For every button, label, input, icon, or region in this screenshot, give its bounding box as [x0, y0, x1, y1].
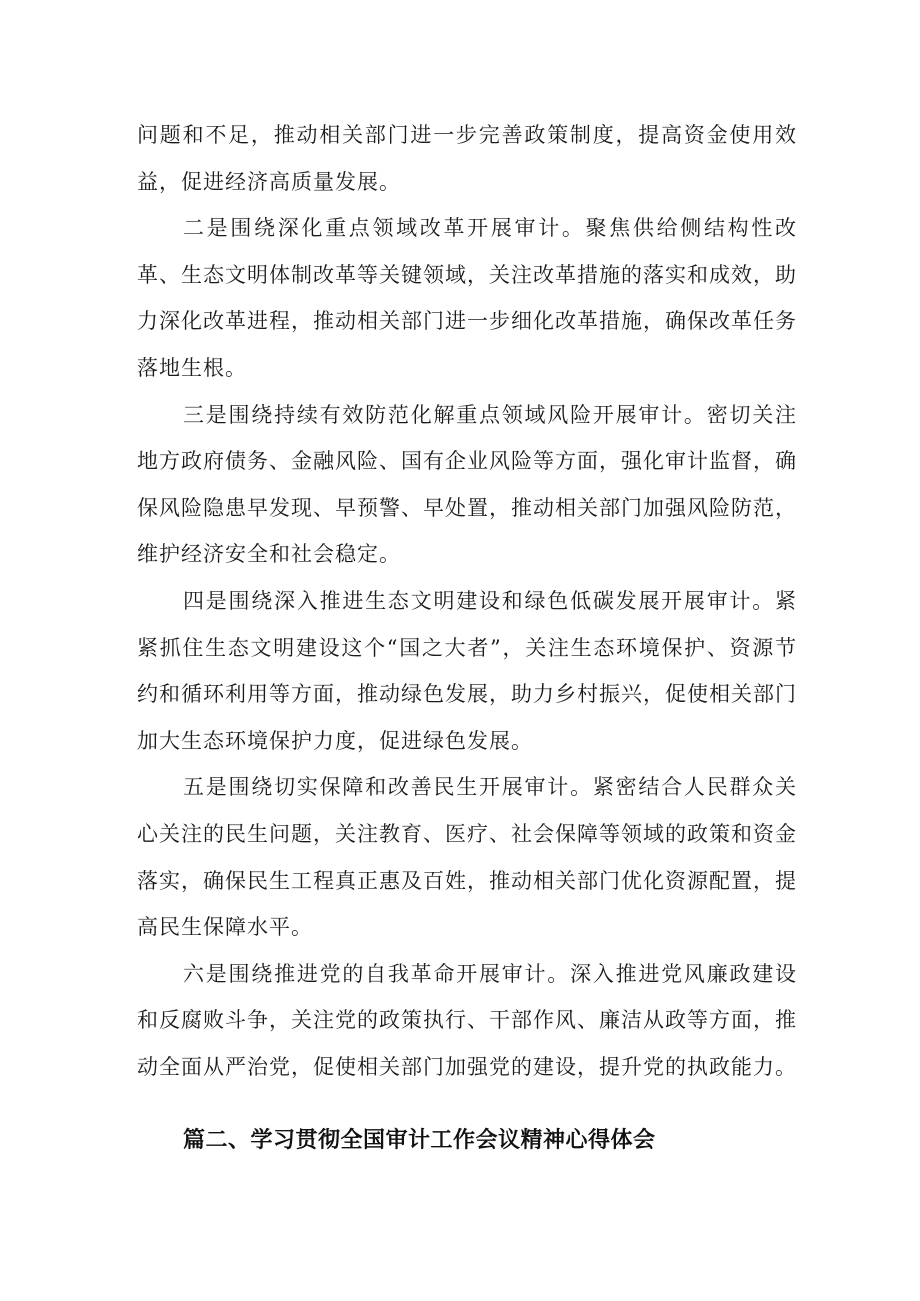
section-heading: 篇二、学习贯彻全国审计工作会议精神心得体会 [183, 1128, 656, 1153]
paragraph-point-2: 二是围绕深化重点领域改革开展审计。聚焦供给侧结构性改革、生态文明体制改革等关键领域，关注改革措施的落实和成效，助力深化改革进程，推动相关部门进一步细化改革措施，确保改革任务落地生根。 [137, 216, 797, 380]
paragraph-point-5: 五是围绕切实保障和改善民生开展审计。紧密结合人民群众关心关注的民生问题，关注教育、医疗、社会保障等领域的政策和资金落实，确保民生工程真正惠及百姓，推动相关部门优化资源配置，提高民生保障水平。 [137, 775, 797, 940]
paragraph-point-6: 六是围绕推进党的自我革命开展审计。深入推进党风廉政建设和反腐败斗争，关注党的政策执行、干部作风、廉洁从政等方面，推动全面从严治党，促使相关部门加强党的建设，提升党的执政能力。 [137, 961, 797, 1079]
document-body [137, 112, 797, 1090]
paragraph-continuation: 问题和不足，推动相关部门进一步完善政策制度，提高资金使用效益，促进经济高质量发展。 [137, 123, 797, 194]
paragraph-point-4: 四是围绕深入推进生态文明建设和绿色低碳发展开展审计。紧紧抓住生态文明建设这个“国之大者”，关注生态环境保护、资源节约和循环利用等方面，推动绿色发展，助力乡村振兴，促使相关部门加大生态环境保护力度，促进绿色发展。 [137, 588, 797, 753]
paragraph-point-3: 三是围绕持续有效防范化解重点领域风险开展审计。密切关注地方政府债务、金融风险、国有企业风险等方面，强化审计监督，确保风险隐患早发现、早预警、早处置，推动相关部门加强风险防范，维护经济安全和社会稳定。 [137, 402, 797, 567]
